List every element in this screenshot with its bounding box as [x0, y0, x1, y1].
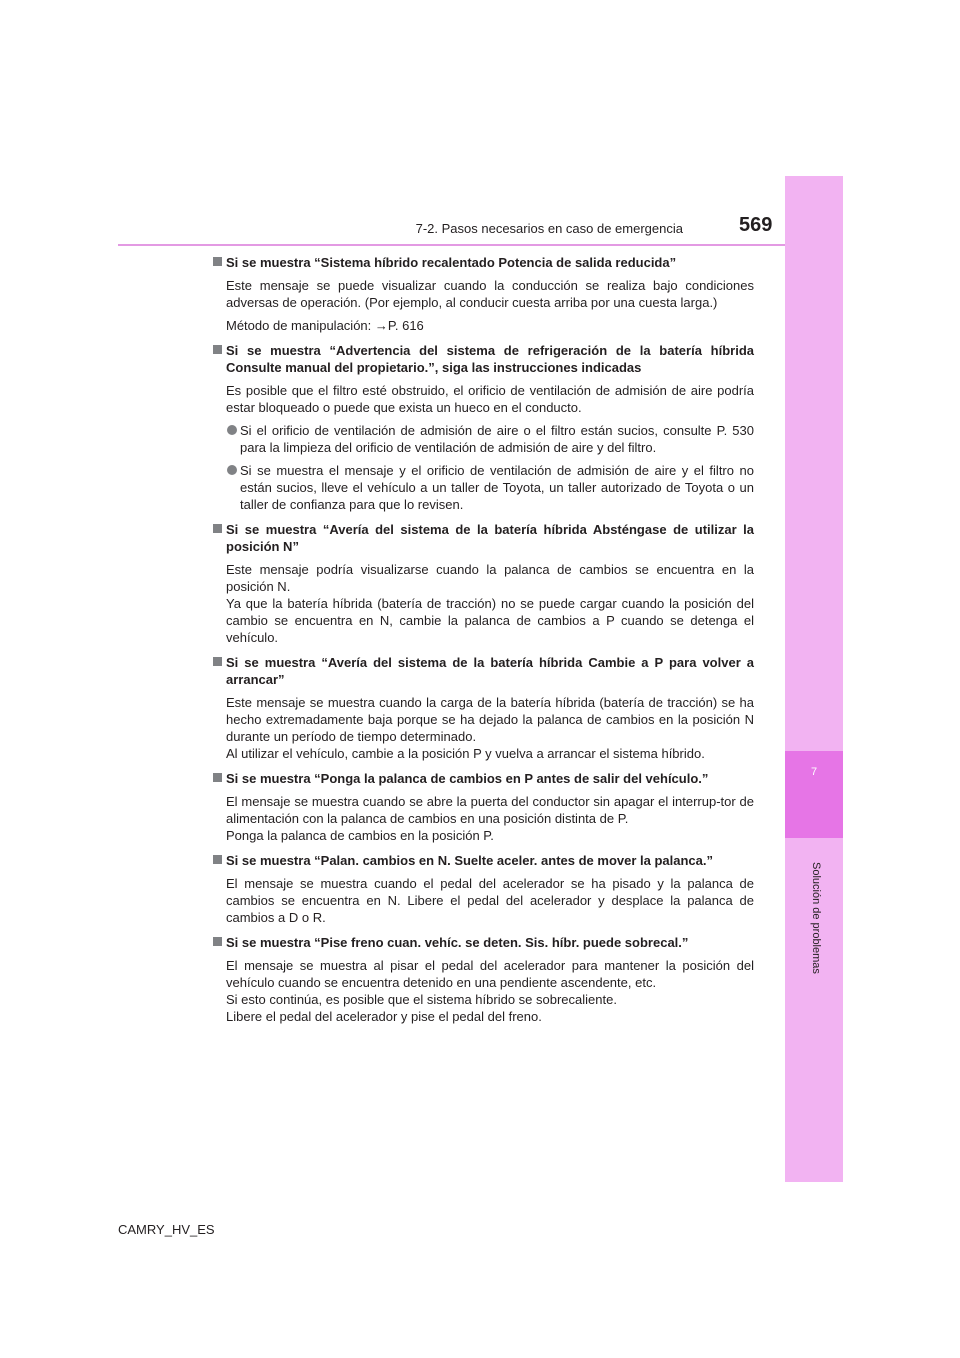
entry-bullet: Si se muestra el mensaje y el orificio de ventilación de admisión de aire y el filtro no están sucios, lleve el vehículo a un taller de Toyota, un taller autorizado de Toyota o un taller de confianza para que lo revisen.: [212, 462, 754, 513]
entry-title: Si se muestra “Pise freno cuan. vehíc. se deten. Sis. híbr. puede sobrecal.”: [212, 934, 754, 951]
chapter-number: 7: [810, 766, 818, 778]
entry-title: Si se muestra “Palan. cambios en N. Suelte aceler. antes de mover la palanca.”: [212, 852, 754, 869]
entry-title: Si se muestra “Avería del sistema de la batería híbrida Absténgase de utilizar la posición N”: [212, 521, 754, 555]
chapter-label: Solución de problemas: [810, 862, 822, 974]
footer-code: CAMRY_HV_ES: [118, 1222, 215, 1237]
entry-bullet: Si el orificio de ventilación de admisión de aire o el filtro están sucios, consulte P. 530 para la limpieza del orificio de ventilación de admisión de aire y del filtro.: [212, 422, 754, 456]
entry-paragraph: Método de manipulación: →P. 616: [226, 318, 424, 333]
chapter-active-marker[interactable]: [785, 751, 843, 838]
entry: [212, 770, 754, 844]
page-number: 569: [739, 214, 773, 236]
entry: [212, 852, 754, 926]
entry: [212, 254, 754, 334]
header-rule: [118, 244, 785, 246]
entry-title: Si se muestra “Sistema híbrido recalentado Potencia de salida reducida”: [212, 254, 754, 271]
entry: [212, 934, 754, 1025]
entry-paragraph: El mensaje se muestra cuando se abre la puerta del conductor sin apagar el interrup-tor de alimentación con la palanca de cambios en una posición distinta de P. Ponga la palanca de cambios en la posición P.: [226, 794, 754, 843]
entry-title: Si se muestra “Avería del sistema de la batería híbrida Cambie a P para volver a arrancar”: [212, 654, 754, 688]
section-title: 7-2. Pasos necesarios en caso de emergencia: [415, 221, 683, 236]
entry-paragraph: El mensaje se muestra cuando el pedal del acelerador se ha pisado y la palanca de cambios se encuentra en N. Libere el pedal del acelerador y desplace la palanca de cambios a D o R.: [226, 876, 754, 925]
entry: [212, 654, 754, 762]
entry-title: Si se muestra “Advertencia del sistema de refrigeración de la batería híbrida Consulte manual del propietario.”, siga las instrucciones indicadas: [212, 342, 754, 376]
entry-paragraph: Este mensaje se muestra cuando la carga de la batería híbrida (batería de tracción) se ha hecho extremadamente baja porque se ha dejado la palanca de cambios en la posición N durante un período de tiempo determinado. Al utilizar el vehículo, cambie a la posición P y vuelva a arrancar el sistema híbrido.: [226, 695, 754, 761]
entry: [212, 342, 754, 513]
entry-paragraph: Es posible que el filtro esté obstruido, el orificio de ventilación de admisión de aire podría estar bloqueado o puede que exista un hueco en el conducto.: [226, 383, 754, 415]
entry: [212, 521, 754, 646]
entry-paragraph: Este mensaje se puede visualizar cuando la conducción se realiza bajo condiciones adversas de operación. (Por ejemplo, al conducir cuesta arriba por una cuesta larga.): [226, 278, 754, 310]
entry-title: Si se muestra “Ponga la palanca de cambios en P antes de salir del vehículo.”: [212, 770, 754, 787]
entry-paragraph: Este mensaje podría visualizarse cuando la palanca de cambios se encuentra en la posición N. Ya que la batería híbrida (batería de tracción) no se puede cargar cuando la posición del cambio se encuentra en N, cambie la palanca de cambios a P cuando se detenga el vehículo.: [226, 562, 754, 645]
manual-content: [212, 254, 754, 1033]
entry-paragraph: El mensaje se muestra al pisar el pedal del acelerador para mantener la posición del vehículo cuando se encuentra detenido en una pendiente ascendente, etc. Si esto continúa, es posible que el sistema híbrido se sobrecaliente. Libere el pedal del acelerador y pise el pedal del freno.: [226, 958, 754, 1024]
